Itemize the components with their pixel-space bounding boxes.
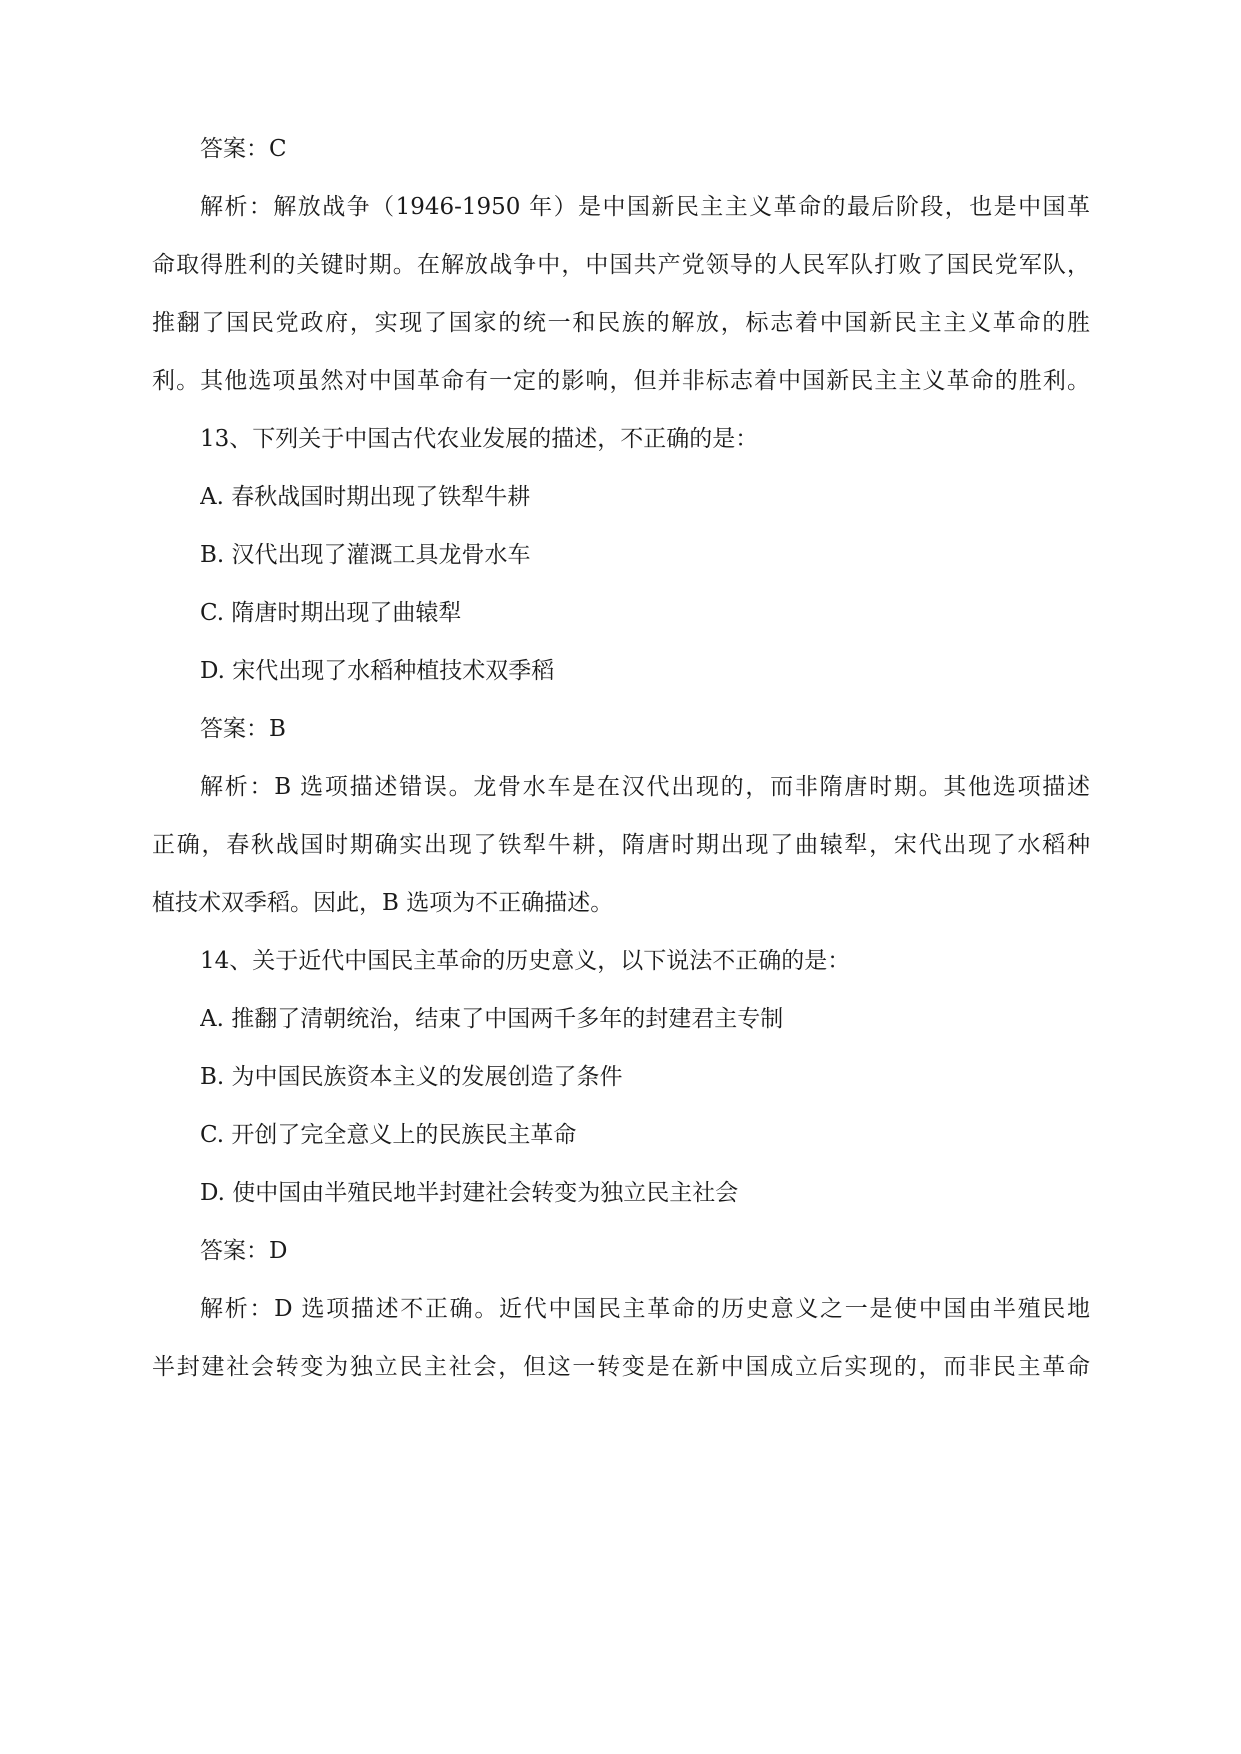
q13-answer: 答案：B (200, 716, 286, 742)
q14-question: 14、关于近代中国民主革命的历史意义，以下说法不正确的是： (200, 948, 851, 974)
q12-analysis-line-3: 推翻了国民党政府，实现了国家的统一和民族的解放，标志着中国新民主主义革命的胜 (152, 310, 1090, 336)
q14-analysis-line-1: 解析：D 选项描述不正确。近代中国民主革命的历史意义之一是使中国由半殖民地 (200, 1296, 1090, 1322)
q14-option-b: B. 为中国民族资本主义的发展创造了条件 (200, 1064, 623, 1090)
q14-answer: 答案：D (200, 1238, 288, 1264)
q13-option-a: A. 春秋战国时期出现了铁犁牛耕 (200, 484, 531, 510)
q12-analysis-line-1: 解析：解放战争（1946-1950 年）是中国新民主主义革命的最后阶段，也是中国革 (200, 194, 1090, 220)
q12-analysis-line-4: 利。其他选项虽然对中国革命有一定的影响，但并非标志着中国新民主主义革命的胜利。 (152, 368, 1090, 394)
q12-answer: 答案：C (200, 136, 287, 162)
q14-analysis-line-2: 半封建社会转变为独立民主社会，但这一转变是在新中国成立后实现的，而非民主革命 (152, 1354, 1090, 1380)
q14-option-d: D. 使中国由半殖民地半封建社会转变为独立民主社会 (200, 1180, 739, 1206)
q14-option-a: A. 推翻了清朝统治，结束了中国两千多年的封建君主专制 (200, 1006, 784, 1032)
q13-analysis-line-3: 植技术双季稻。因此，B 选项为不正确描述。 (152, 890, 614, 916)
q12-analysis-line-2: 命取得胜利的关键时期。在解放战争中，中国共产党领导的人民军队打败了国民党军队， (152, 252, 1090, 278)
q13-analysis-line-1: 解析：B 选项描述错误。龙骨水车是在汉代出现的，而非隋唐时期。其他选项描述 (200, 774, 1090, 800)
q13-analysis-line-2: 正确，春秋战国时期确实出现了铁犁牛耕，隋唐时期出现了曲辕犁，宋代出现了水稻种 (152, 832, 1090, 858)
q13-option-b: B. 汉代出现了灌溉工具龙骨水车 (200, 542, 531, 568)
q13-option-c: C. 隋唐时期出现了曲辕犁 (200, 600, 462, 626)
q13-option-d: D. 宋代出现了水稻种植技术双季稻 (200, 658, 555, 684)
q14-option-c: C. 开创了完全意义上的民族民主革命 (200, 1122, 577, 1148)
q13-question: 13、下列关于中国古代农业发展的描述，不正确的是： (200, 426, 759, 452)
